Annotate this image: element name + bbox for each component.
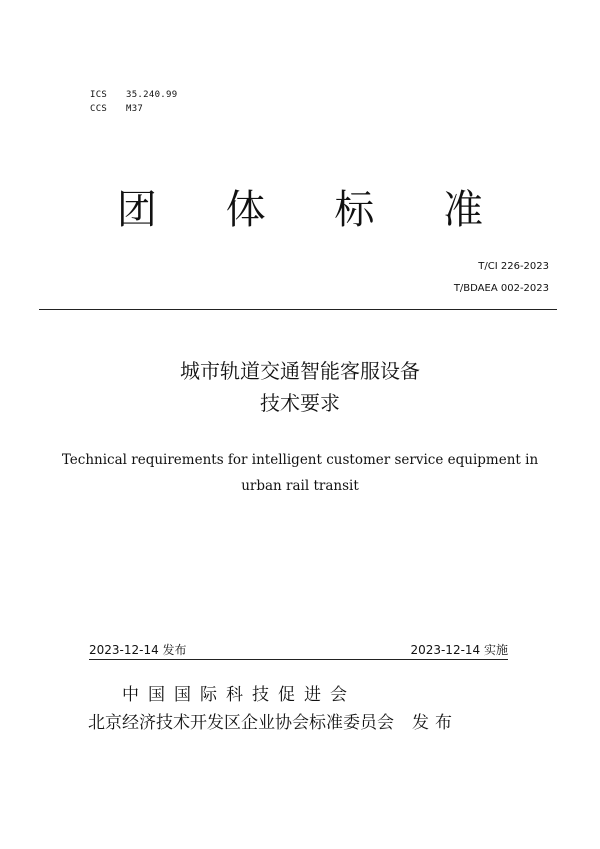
- top-divider: [39, 309, 557, 310]
- publish-date: 2023-12-14 发布: [89, 643, 187, 657]
- issuer-line-2: [88, 708, 458, 738]
- title-chinese: [0, 355, 600, 419]
- ics-row: [90, 88, 177, 102]
- title-english-line-2: urban rail transit: [241, 478, 359, 494]
- document-type-heading: 团 体 标 准: [116, 187, 512, 233]
- implement-date: 2023-12-14 实施: [410, 643, 508, 657]
- title-english-line-1: Technical requirements for intelligent customer service equipment in: [61, 452, 539, 468]
- ccs-row: [90, 102, 177, 116]
- issuer-name-2: 北京经济技术开发区企业协会标准委员会: [88, 713, 394, 733]
- title-chinese-line-1: 城市轨道交通智能客服设备: [180, 359, 420, 383]
- classification-block: [90, 88, 177, 116]
- title-chinese-line-2: 技术要求: [260, 391, 340, 415]
- standard-number-bdaea: T/BDAEA 002-2023: [453, 283, 549, 294]
- ics-label: ICS: [90, 90, 108, 100]
- issue-verb: 发布: [412, 713, 458, 733]
- ics-value: 35.240.99: [126, 90, 178, 100]
- standard-numbers: [454, 256, 549, 300]
- title-english: [0, 447, 600, 499]
- standard-number-ci: T/CI 226-2023: [478, 261, 549, 272]
- bottom-divider: [89, 659, 508, 660]
- ccs-value: M37: [126, 104, 144, 114]
- issuer-line-1: 中国国际科技促进会: [122, 685, 356, 705]
- ccs-label: CCS: [90, 104, 108, 114]
